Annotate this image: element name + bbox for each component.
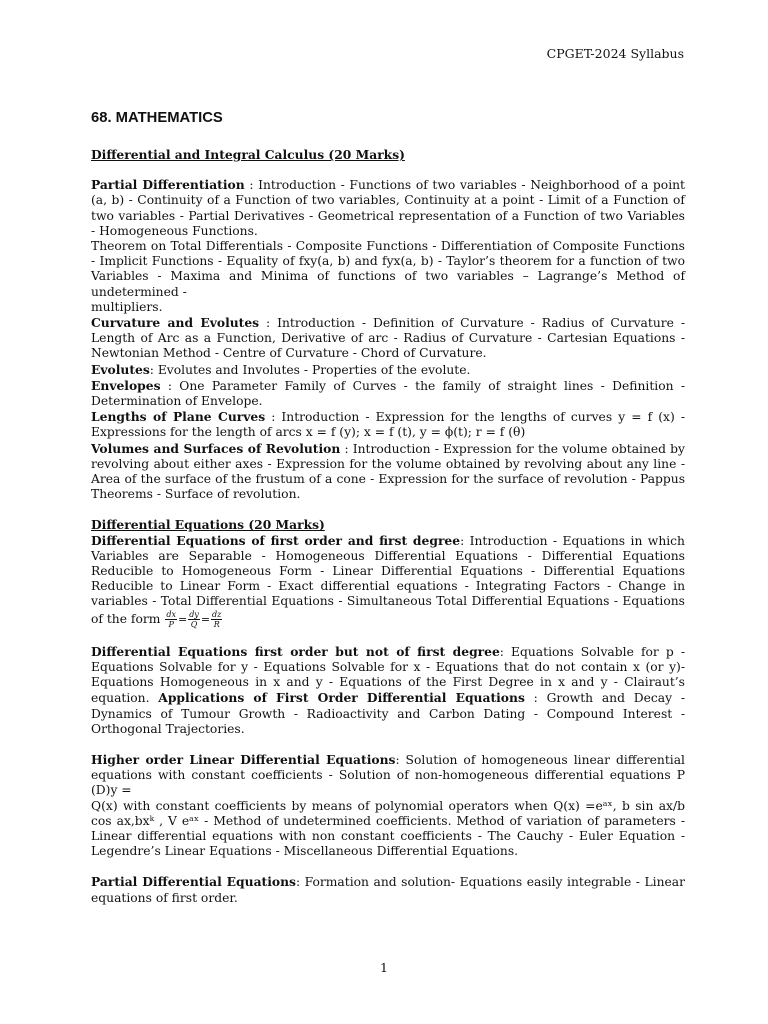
topic-heading: Higher order Linear Differential Equations (91, 751, 396, 767)
paragraph-evolutes (91, 362, 685, 378)
topic-body: : Introduction - Equations in which Variables are Separable - Homogeneous Differential Equations - Differential Equations Reducible to Homogeneous Form - Linear Differential Equations - Differential Equations Reducible to Linear Form - Exact differential equations - Integrating Factors - Change in variables - Total Differential Equations - Simultaneous Total Differential Equations - Equations of the form (91, 533, 685, 626)
paragraph-partial-differentiation (91, 177, 685, 239)
paragraph-first-order-first-degree (91, 533, 685, 629)
topic-heading: Partial Differentiation (91, 177, 245, 193)
paragraph-lengths-plane-curves (91, 409, 685, 440)
topic-body: : Introduction - Expression for the volume obtained by revolving about either axes - Expression for the volume obtained by revolving about any line - Area of the surface of the frustum of a cone - Expression for the surface of revolution - Pappus Theorems - Surface of revolution. (91, 441, 685, 502)
topic-heading: Curvature and Evolutes (91, 315, 260, 331)
topic-heading: Lengths of Plane Curves (91, 409, 266, 425)
page-number: 1 (380, 960, 388, 975)
topic-body: : One Parameter Family of Curves - the family of straight lines - Definition - Determination of Envelope. (91, 378, 685, 409)
topic-body: : Equations Solvable for p - Equations Solvable for y - Equations Solvable for x - Equations that do not contain x (or y)- Equations Homogeneous in x and y - Equations of the First Degree in x and y - Clairaut’s equation. (91, 644, 685, 706)
equals-sign: = (200, 612, 211, 626)
topic-heading: Differential Equations first order but not of first degree (91, 643, 500, 659)
page-title: 68. MATHEMATICS (91, 110, 223, 126)
paragraph-total-differentials: Theorem on Total Differentials - Composite Functions - Differentiation of Composite Functions - Implicit Functions - Equality of fxy(a, b) and fyx(a, b) - Taylor’s theorem for a function of two Variables - Maxima and Minima of functions of two variables – Lagrange’s Method of undetermined - (91, 239, 685, 299)
topic-heading: Evolutes (91, 361, 150, 377)
paragraph-volumes-surfaces (91, 441, 685, 503)
topic-heading: Volumes and Surfaces of Revolution (91, 440, 341, 456)
equals-sign: = (177, 612, 188, 626)
paragraph-curvature (91, 315, 685, 362)
paragraph-envelopes (91, 378, 685, 409)
paragraph-multipliers: multipliers. (91, 299, 163, 314)
topic-heading: Envelopes (91, 377, 161, 393)
topic-heading: Differential Equations of first order and first degree (91, 532, 461, 548)
section-heading-calculus: Differential and Integral Calculus (20 Marks) (91, 147, 405, 162)
topic-body: : Formation and solution- Equations easily integrable - Linear equations of first order. (91, 875, 685, 905)
page-header: CPGET-2024 Syllabus (546, 46, 684, 61)
topic-body: : Introduction - Functions of two variables - Neighborhood of a point (a, b) - Continuity of a Function of two variables, Continuity at a point - Limit of a Function of two variables - Partial Derivatives - Geometrical representation of a Function of two Variables - Homogeneous Functions. (91, 178, 685, 238)
topic-body: : Introduction - Definition of Curvature - Radius of Curvature - Length of Arc as a Function, Derivative of arc - Radius of Curvature - Cartesian Equations - Newtonian Method - Centre of Curvature - Chord of Curvature. (91, 316, 685, 361)
topic-heading: Partial Differential Equations (91, 874, 296, 890)
topic-body: : Evolutes and Involutes - Properties of the evolute. (149, 362, 471, 377)
topic-body: : Solution of homogeneous linear differential equations with constant coefficients - Solution of non-homogeneous differential equations P (D)y = (91, 752, 685, 798)
topic-body: : Introduction - Expression for the lengths of curves y = f (x) - Expressions for the length of arcs x = f (y); x = f (t), y = ϕ(t); r = f (θ) (91, 410, 685, 440)
topic-body: : Growth and Decay - Dynamics of Tumour Growth - Radioactivity and Carbon Dating - Compound Interest - Orthogonal Trajectories. (91, 691, 685, 736)
fraction-dy-q: $\frac{dy}{Q}$ (189, 609, 199, 629)
paragraph-partial-differential-equations (91, 874, 685, 905)
fraction-dz-r: $\frac{dz}{R}$ (212, 609, 222, 629)
topic-heading: Applications of First Order Differential Equations (158, 690, 525, 706)
syllabus-content (91, 147, 685, 906)
paragraph-higher-order (91, 752, 685, 799)
section-heading-differential-equations: Differential Equations (20 Marks) (91, 517, 325, 533)
paragraph-first-order-not-first-degree (91, 644, 685, 737)
fraction-dx-p: $\frac{dx}{P}$ (166, 609, 176, 629)
paragraph-higher-order-continued: Q(x) with constant coefficients by means of polynomial operators when Q(x) =eᵃˣ, b sin ax/b cos ax,bxᵏ , V eᵃˣ - Method of undetermined coefficients. Method of variation of parameters - Linear differential equations with non constant coefficients - The Cauchy - Euler Equation - Legendre’s Linear Equations - Miscellaneous Differential Equations. (91, 798, 685, 859)
